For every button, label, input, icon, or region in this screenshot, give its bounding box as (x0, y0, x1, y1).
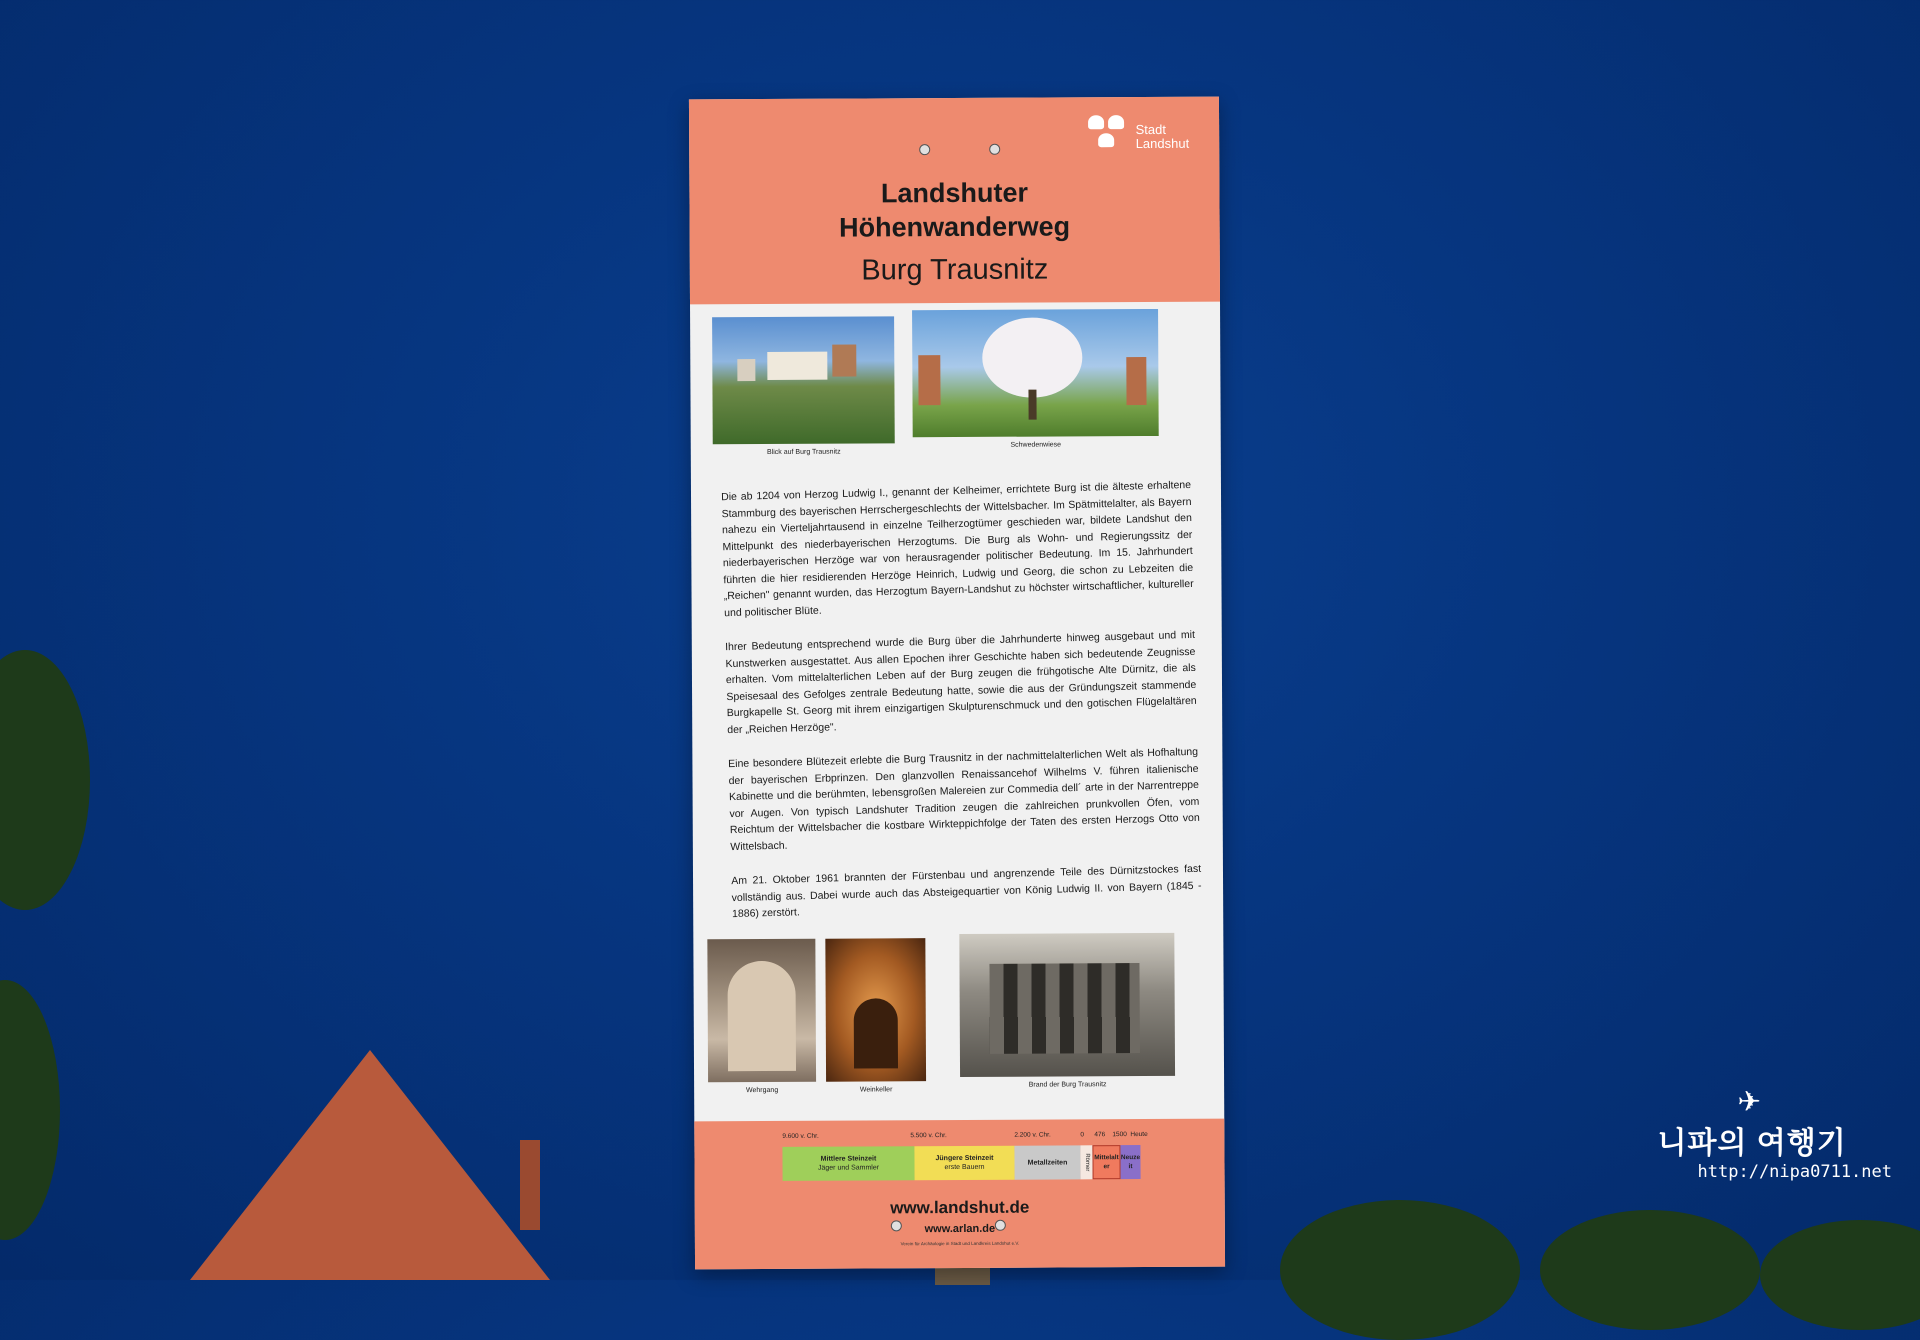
tick-label: 2.200 v. Chr. (1014, 1131, 1051, 1139)
logo-line2: Landshut (1135, 135, 1190, 152)
screw (989, 144, 1000, 155)
tick-label: 9.600 v. Chr. (782, 1132, 819, 1140)
paragraph: Ihrer Bedeutung entsprechend wurde die Burg über die Jahrhunderte hinweg ausgebaut und mit Kunstwerken ausgestattet. Aus allen Epochen ihrer Geschichte haben sich bedeutende Zeugnisse erhalten. Vom mittelalterlichen Leben auf der Burg zeugen die frühgotische Alte Dürnitz, die als Speisesaal des Gefolges zentrale Bedeutung hatte, sowie die aus der Gründungszeit stammende Burgkapelle St. Georg mit ihrem einzigartigen Skulpturenschmuck und den gotischen Flügelaltären der „Reichen Herzöge". (724, 628, 1197, 736)
paragraph: Eine besondere Blütezeit erlebte die Burg Trausnitz in der nachmittelalterlichen Welt als Hofhaltung der bayerischen Erbprinzen. Den glanzvollen Renaissancehof Wilhelms V. führen italienische Kabinette und die berühmten, lebensgroßen Malereien zur Commedia dell´ arte in der Narrentreppe vor Augen. Von typisch Landshuter Tradition zeugen die zahlreichen prunkvollen Öfen, vom Reichtum der Wittelsbacher die kostbare Wirkteppichfolge der Taten des ersten Herzogs Otto von Wittelsbach. (728, 745, 1200, 853)
caption-brand: Brand der Burg Trausnitz (1028, 1081, 1107, 1089)
epoch-label: Metallzeiten (1027, 1158, 1068, 1167)
url-landshut: www.landshut.de (890, 1197, 1030, 1218)
caption-castle-view: Blick auf Burg Trausnitz (767, 448, 841, 456)
epoch-mesolithic (782, 1146, 914, 1181)
paragraph: Die ab 1204 von Herzog Ludwig I., genannt der Kelheimer, errichtete Burg ist die älteste erhaltene Stammburg des bayerischen Herrschergeschlechts der Wittelsbacher. Im Spätmittelalter, als Bayern nahezu ein Vierteljahrtausend in einzelne Teilherzogtümer geschieden war, bildete Landshut den Mittelpunkt des niederbayerischen Herzogtums. Die Burg als Wohn- und Regierungssitz der niederbayerischen Herzöge war von herausragender politischer Bedeutung. Im 15. Jahrhundert führten die hier residierenden Herzöge Heinrich, Ludwig und Georg, die schon zu Lebzeiten die „Reichen" genannt wurden, das Herzogtum Bayern-Landshut zu höchster wirtschaftlicher, kultureller und politischer Blüte. (721, 478, 1194, 619)
logo-text (1136, 123, 1190, 151)
stadt-landshut-logo (1088, 115, 1190, 160)
tree-left-lower (0, 980, 60, 1240)
watermark-brand: 니파의 여행기 (1657, 1127, 1847, 1160)
tree-left (0, 650, 90, 910)
fine-print: Verein für Archäologie in Stadt und Landkreis Landshut e.V. (900, 1240, 1020, 1247)
caption-wehrgang: Wehrgang (746, 1086, 779, 1095)
tick-label: 5.500 v. Chr. (910, 1132, 947, 1140)
caption-weinkeller: Weinkeller (859, 1086, 893, 1094)
sign-subtitle: Burg Trausnitz (861, 253, 1049, 287)
screw (919, 144, 930, 155)
tick-label: 1500 (1112, 1131, 1127, 1139)
tick-label: Heute (1130, 1131, 1148, 1139)
building-roof (190, 1050, 550, 1280)
url-arlan: www.arlan.de (924, 1222, 996, 1236)
tree-bottom-right-2 (1540, 1210, 1760, 1330)
logo-line1: Stadt (1135, 121, 1167, 138)
epoch-label: Jüngere Steinzeit (935, 1154, 994, 1163)
title-line1: Landshuter (880, 177, 1029, 209)
tick-label: 476 (1094, 1131, 1106, 1139)
photo-weinkeller (825, 938, 926, 1082)
epoch-middle-ages (1092, 1145, 1120, 1179)
caption-schwedenwiese: Schwedenwiese (1010, 441, 1062, 449)
epoch-metal-ages (1014, 1145, 1080, 1179)
chimney (520, 1140, 540, 1230)
photo-castle-view (712, 316, 895, 444)
sign-header (689, 97, 1220, 305)
sign-footer (694, 1119, 1225, 1270)
epoch-modern (1120, 1145, 1140, 1179)
landshut-helmets-icon (1088, 115, 1128, 159)
watermark-url: http://nipa0711.net (1697, 1162, 1892, 1182)
epoch-label: Römer (1083, 1153, 1091, 1172)
tree-bottom-right-3 (1760, 1220, 1920, 1330)
photo-schwedenwiese (912, 309, 1159, 437)
epoch-neolithic (914, 1146, 1014, 1181)
epoch-sub: erste Bauern (944, 1163, 985, 1172)
epoch-timeline (782, 1131, 1148, 1193)
timeline-ticks (782, 1131, 1148, 1145)
tick-label: 0 (1080, 1131, 1085, 1139)
paragraph: Am 21. Oktober 1961 brannten der Fürstenbau und angrenzende Teile des Dürnitzstockes fast vollständig aus. Dabei wurde auch das Absteigequartier von König Ludwig II. von Bayern (1845 - 1886) zerstört. (731, 862, 1202, 921)
timeline-bar (782, 1145, 1140, 1181)
info-sign (689, 97, 1225, 1270)
epoch-label: Mittelalter (1094, 1154, 1119, 1171)
airplane-icon: ✈ (1737, 1086, 1761, 1117)
epoch-label: Mittlere Steinzeit (820, 1155, 877, 1163)
epoch-label: Neuzeit (1120, 1154, 1141, 1171)
tree-bottom-right (1280, 1200, 1520, 1340)
sign-body-text (721, 477, 1203, 941)
photo-wehrgang (707, 939, 816, 1083)
epoch-sub: Jäger und Sammler (817, 1164, 880, 1172)
watermark (1658, 1085, 1892, 1182)
sign-title (689, 175, 1219, 246)
epoch-roman (1080, 1145, 1092, 1179)
title-line2: Höhenwanderweg (839, 211, 1071, 243)
photo-brand-burg-trausnitz (959, 933, 1175, 1077)
